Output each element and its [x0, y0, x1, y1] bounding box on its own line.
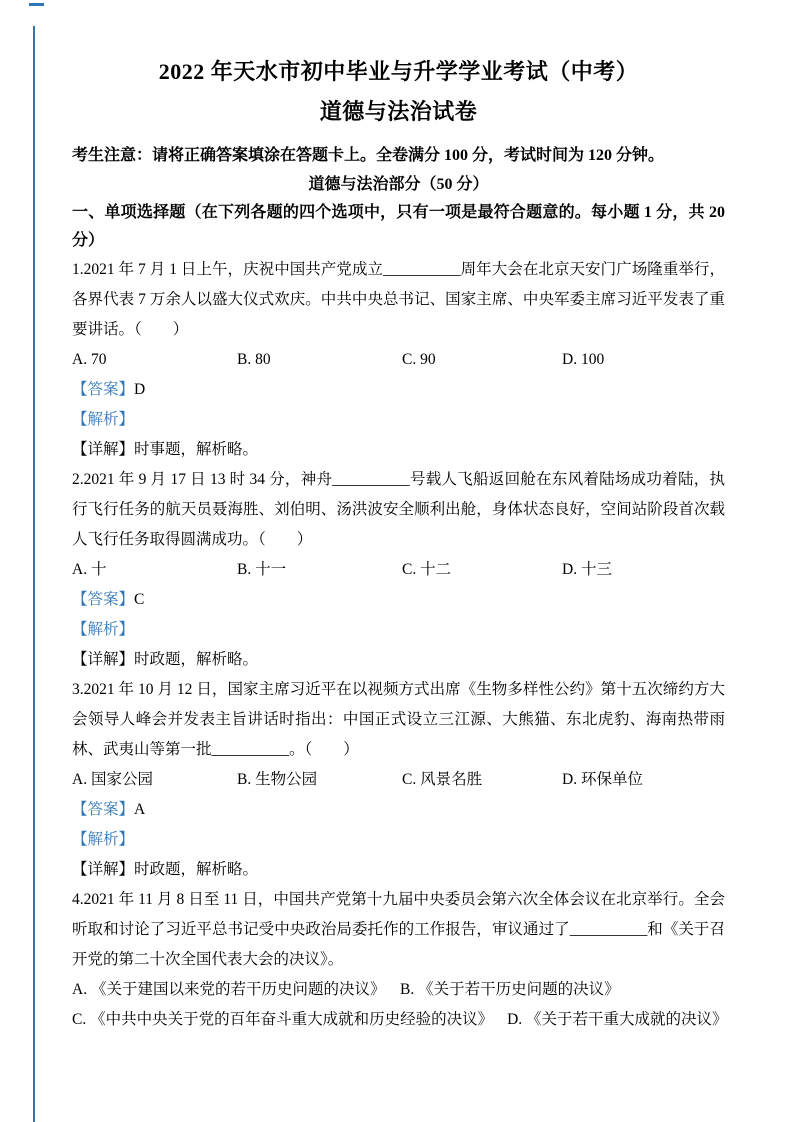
- answer-line: [72, 585, 725, 615]
- answer-label: 【答案】: [72, 801, 135, 818]
- options-row: [72, 345, 725, 375]
- answer-line: [72, 375, 725, 405]
- question-stem: 1.2021 年 7 月 1 日上午，庆祝中国共产党成立__________周年大会在北京天安门广场隆重举行，各界代表 7 万余人以盛大仪式欢庆。中共中央总书记、国家主席、中央军委主席习近平发表了重要讲话。（ ）: [72, 261, 725, 338]
- option-c: C. 风景名胜: [402, 771, 483, 788]
- detail-line: 【详解】时事题，解析略。: [72, 441, 259, 458]
- analysis-line: [72, 405, 725, 435]
- question-stem: 3.2021 年 10 月 12 日，国家主席习近平在以视频方式出席《生物多样性公约》第十五次缔约方大会领导人峰会并发表主旨讲话时指出：中国正式设立三江源、大熊猫、东北虎豹、海南热带雨林、武夷山等第一批__________。（ ）: [72, 681, 725, 758]
- question-block-1: [72, 255, 725, 465]
- option-d: D. 环保单位: [562, 771, 643, 788]
- option-a: A. 十: [72, 561, 107, 578]
- analysis-line: [72, 825, 725, 855]
- option-b: B. 十一: [237, 561, 287, 578]
- answer-value: D: [134, 381, 146, 398]
- question-stem: 2.2021 年 9 月 17 日 13 时 34 分，神舟__________号载人飞船返回舱在东风着陆场成功着陆，执行飞行任务的航天员聂海胜、刘伯明、汤洪波安全顺利出舱，身体状态良好，空间站阶段首次载人飞行任务取得圆满成功。（ ）: [72, 471, 725, 548]
- detail-line: 【详解】时政题，解析略。: [72, 861, 259, 878]
- analysis-label: 【解析】: [72, 621, 135, 638]
- analysis-line: [72, 615, 725, 645]
- options-row: [72, 555, 725, 585]
- question-stem: 4.2021 年 11 月 8 日至 11 日，中国共产党第十九届中央委员会第六次全体会议在北京举行。全会听取和讨论了习近平总书记受中央政治局委托作的工作报告，审议通过了__________和《关于召开党的第二十次全国代表大会的决议》。: [72, 891, 725, 968]
- corner-mark: [29, 3, 44, 6]
- answer-value: C: [134, 591, 145, 608]
- options-row-ab: [72, 975, 725, 1005]
- section-heading: 一、单项选择题（在下列各题的四个选项中，只有一项是最符合题意的。每小题 1 分，共 20 分）: [72, 204, 725, 249]
- question-list: [72, 255, 728, 1035]
- left-margin-line: [33, 26, 35, 1122]
- option-c: C. 90: [402, 351, 436, 368]
- option-b: B. 《关于若干历史问题的决议》: [400, 981, 620, 998]
- option-a: A. 70: [72, 351, 107, 368]
- question-block-2: [72, 465, 725, 675]
- options-row-cd: [72, 1005, 728, 1035]
- option-b: B. 生物公园: [237, 771, 318, 788]
- page-title: 2022 年天水市初中毕业与升学学业考试（中考）: [158, 59, 639, 84]
- question-block-4: [72, 885, 728, 1035]
- answer-value: A: [134, 801, 146, 818]
- option-b: B. 80: [237, 351, 271, 368]
- paper-subtitle: 道德与法治试卷: [319, 99, 478, 124]
- option-d: D. 《关于若干重大成就的决议》: [507, 1011, 728, 1028]
- question-block-3: [72, 675, 725, 885]
- answer-label: 【答案】: [72, 381, 135, 398]
- candidate-notice: 考生注意：请将正确答案填涂在答题卡上。全卷满分 100 分，考试时间为 120 分钟。: [72, 147, 665, 164]
- option-d: D. 100: [562, 351, 605, 368]
- part-header: 道德与法治部分（50 分）: [308, 176, 489, 193]
- answer-label: 【答案】: [72, 591, 135, 608]
- option-a: A. 国家公园: [72, 771, 153, 788]
- analysis-label: 【解析】: [72, 831, 135, 848]
- option-c: C. 十二: [402, 561, 452, 578]
- option-d: D. 十三: [562, 561, 612, 578]
- detail-line: 【详解】时政题，解析略。: [72, 651, 259, 668]
- option-c: C. 《中共中央关于党的百年奋斗重大成就和历史经验的决议》: [72, 1011, 494, 1028]
- options-row: [72, 765, 725, 795]
- analysis-label: 【解析】: [72, 411, 135, 428]
- answer-line: [72, 795, 725, 825]
- option-a: A. 《关于建国以来党的若干历史问题的决议》: [72, 981, 386, 998]
